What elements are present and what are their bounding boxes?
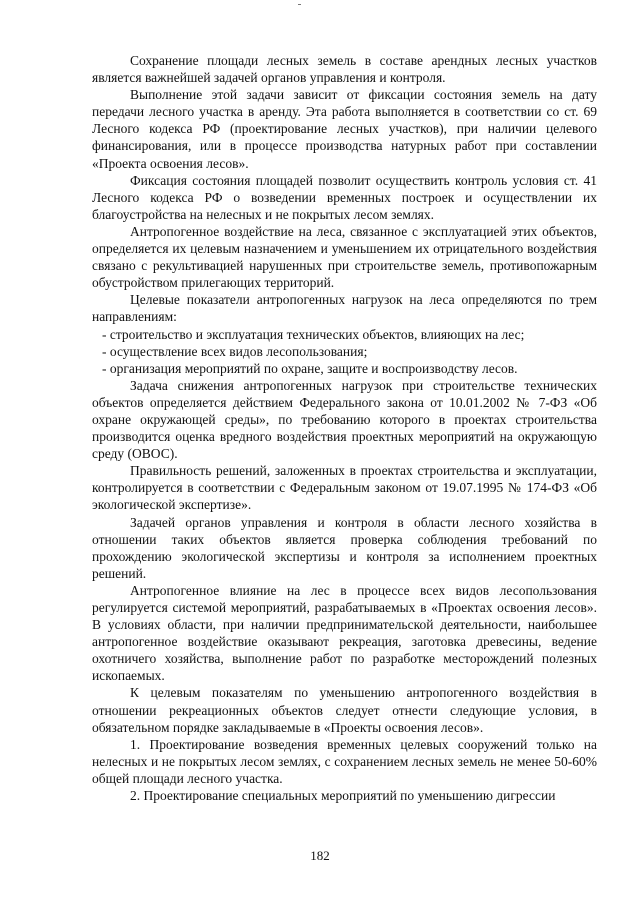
page-number: 182	[310, 848, 330, 863]
paragraph-4: Антропогенное воздействие на леса, связанное с эксплуатацией этих объектов, определяется их целевым назначением и уменьшением их отрицательного воздействия связано с рекультивацией нарушенных при строительстве земель, противопожарным обустройством прилегающих территорий.	[92, 223, 597, 291]
paragraph-10: К целевым показателям по уменьшению антропогенного воздействия в отношении рекреационных объектов следует отнести следующие условия, в обязательном порядке закладываемые в «Проекты освоения лесов».	[92, 685, 597, 735]
paragraph-12: 2. Проектирование специальных мероприятий по уменьшению дигрессии	[130, 788, 556, 804]
scan-artifact	[298, 4, 301, 5]
paragraph-7: Правильность решений, заложенных в проектах строительства и эксплуатации, контролируется в соответствии с Федеральным законом от 19.07.1995 № 174-ФЗ «Об экологической экспертизе».	[92, 463, 597, 513]
list-item-3: - организация мероприятий по охране, защите и воспроизводству лесов.	[102, 360, 518, 376]
body-text	[92, 52, 597, 804]
paragraph-1: Сохранение площади лесных земель в составе арендных лесных участков является важнейшей задачей органов управления и контроля.	[92, 53, 597, 86]
paragraph-5: Целевые показатели антропогенных нагрузок на леса определяются по трем направлениям:	[92, 292, 597, 325]
list-item-1: - строительство и эксплуатация технических объектов, влияющих на лес;	[102, 326, 525, 342]
paragraph-3: Фиксация состояния площадей позволит осуществить контроль условия ст. 41 Лесного кодекса РФ о возведении временных построек и осуществлении их благоустройства на нелесных и не покрытых лесом землях.	[92, 172, 597, 222]
paragraph-9: Антропогенное влияние на лес в процессе всех видов лесопользования регулируется системой мероприятий, разрабатываемых в «Проектах освоения лесов». В условиях области, при наличии предпринимательской деятельности, наибольшее антропогенное воздействие оказывают рекреация, заготовка древесины, ведение охотничего хозяйства, выполнение работ по разработке месторождений полезных ископаемых.	[92, 582, 597, 684]
paragraph-8: Задачей органов управления и контроля в области лесного хозяйства в отношении таких объектов является проверка соблюдения требований по прохождению экологической экспертизы и контроля за исполнением проектных решений.	[92, 514, 597, 581]
paragraph-2: Выполнение этой задачи зависит от фиксации состояния земель на дату передачи лесного участка в аренду. Эта работа выполняется в соответствии со ст. 69 Лесного кодекса РФ (проектирование лесных участков), при наличии целевого финансирования, или в процессе производства натурных работ при составлении «Проекта освоения лесов».	[92, 87, 597, 171]
paragraph-6: Задача снижения антропогенных нагрузок при строительстве технических объектов определяется действием Федерального закона от 10.01.2002 № 7-ФЗ «Об охране окружающей среды», по требованию которого в проектах строительства производится оценка вредного воздействия проектных мероприятий на окружающую среду (ОВОС).	[92, 377, 597, 462]
list-item-2: - осуществление всех видов лесопользования;	[102, 343, 368, 359]
paragraph-11: 1. Проектирование возведения временных целевых сооружений только на нелесных и не покрытых лесом землях, с сохранением лесных земель не менее 50-60% общей площади лесного участка.	[92, 736, 597, 786]
